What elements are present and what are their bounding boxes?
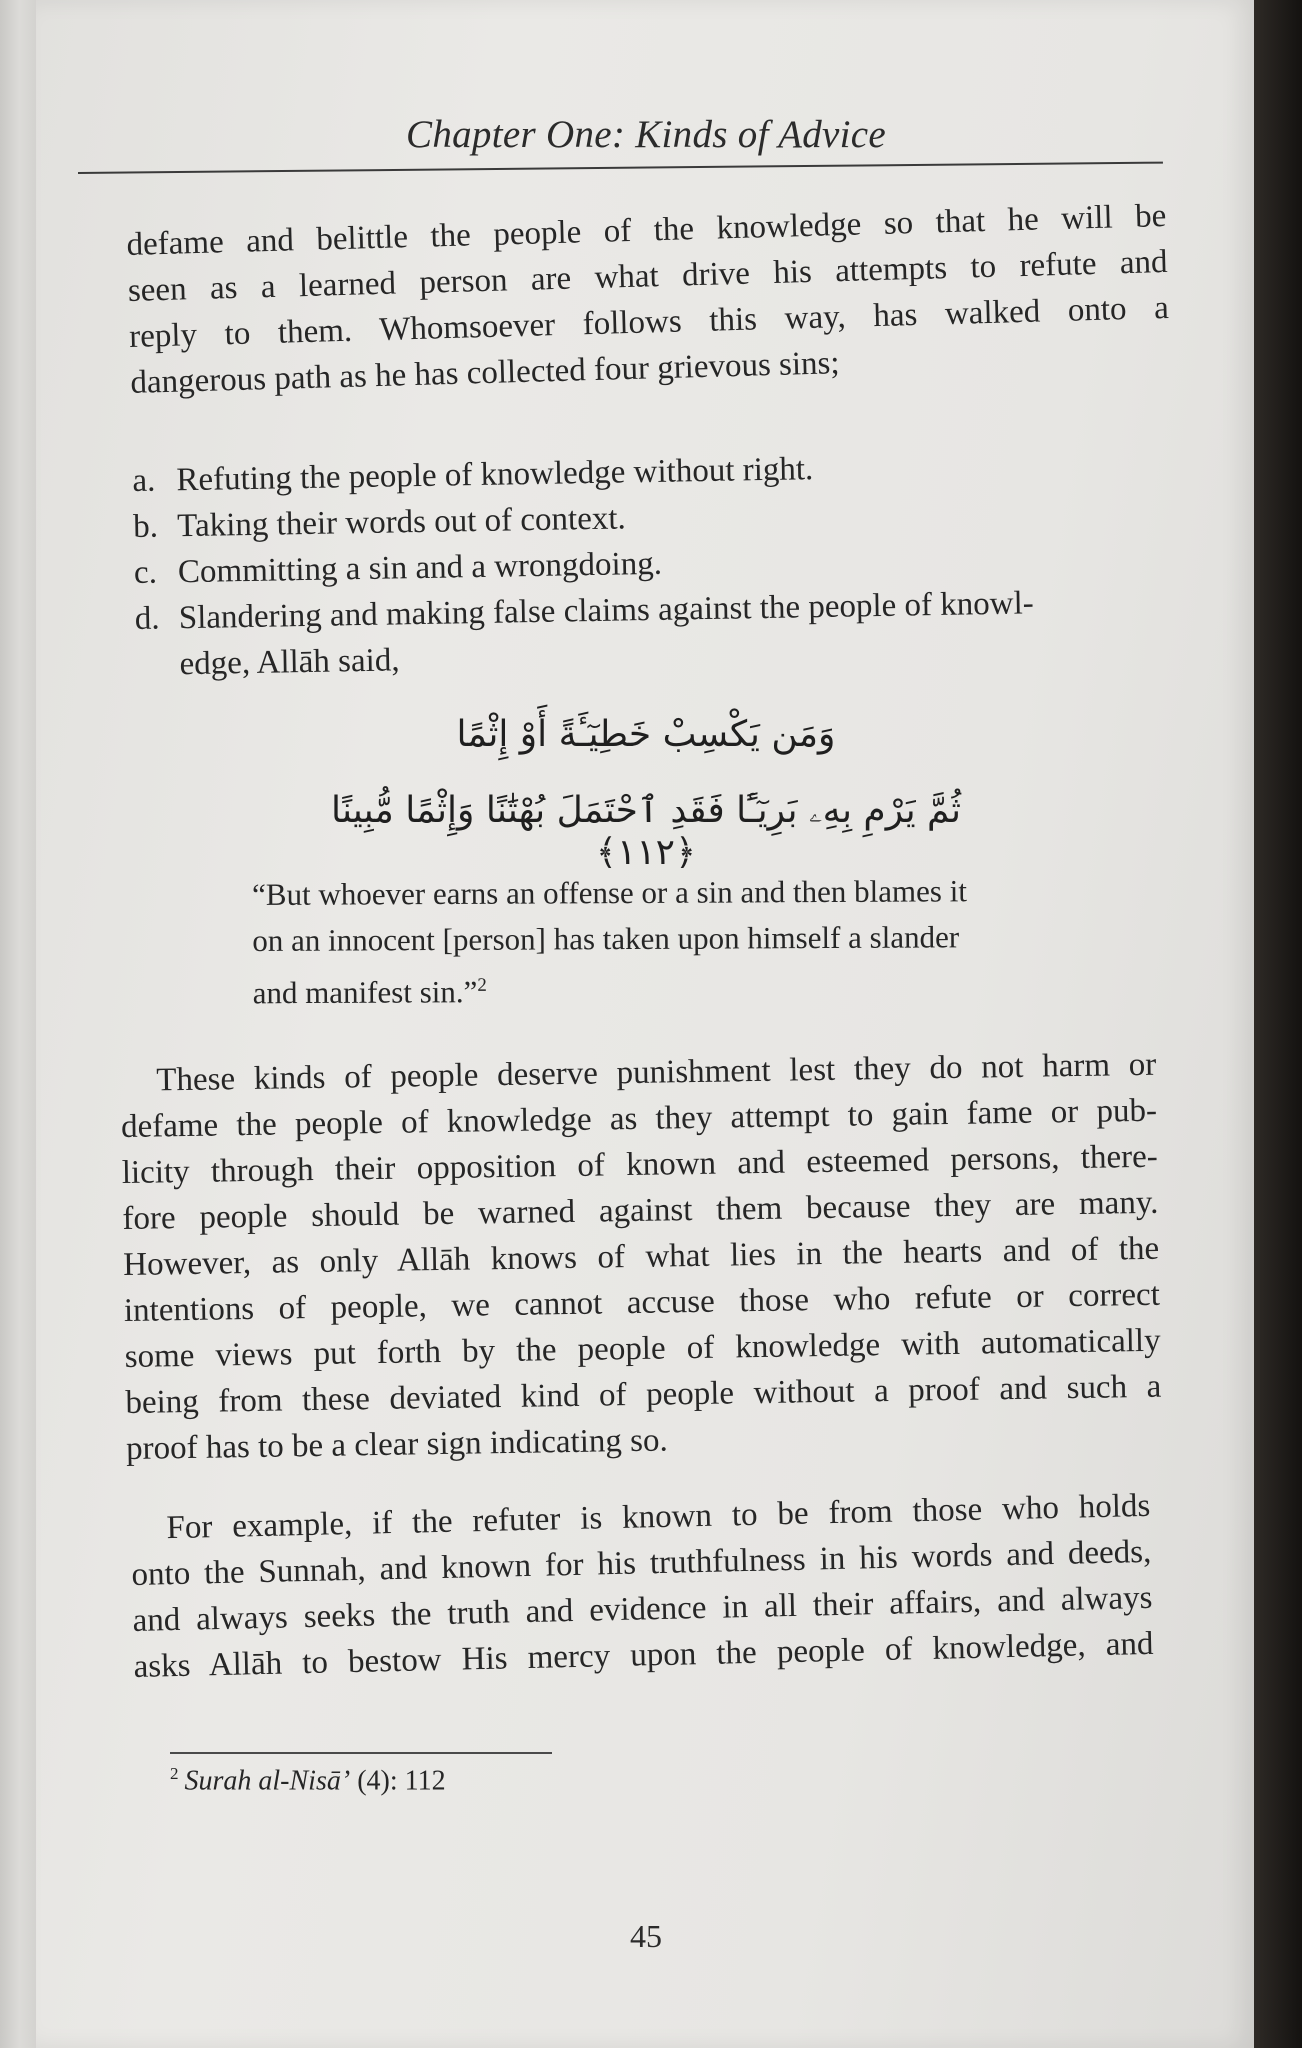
- paragraph-line: defame and belittle the people of the knowledge so that he will be: [126, 197, 1167, 263]
- list-item-line: Slandering and making false claims against the people of knowl-: [178, 585, 1035, 637]
- paragraph-1: [126, 193, 1171, 406]
- quote-line: “But whoever earns an offense or a sin and then blames it: [252, 873, 967, 912]
- paragraph-line: However, as only Allāh knows of what lies in the hearts and of the: [122, 1230, 1160, 1283]
- footnote: [170, 1764, 446, 1797]
- footnote-number: 2: [170, 1764, 179, 1783]
- paragraph-line: being from these deviated kind of people without a proof and such a: [125, 1368, 1162, 1421]
- list-item-continuation: edge, Allāh said,: [179, 642, 400, 683]
- paragraph-3: [130, 1483, 1154, 1690]
- list-marker: c.: [133, 554, 158, 591]
- arabic-verse-line-1: وَمَن يَكْسِبْ خَطِيٓـَٔةً أَوْ إِثْمًا: [456, 714, 836, 755]
- paragraph-line: defame the people of knowledge as they attempt to gain fame or pub-: [120, 1092, 1158, 1145]
- paragraph-line: These kinds of people deserve punishment lest they do not harm or: [156, 1046, 1157, 1099]
- arabic-verse-line-2: ثُمَّ يَرْمِ بِهِۦ بَرِيٓـًٔا فَقَدِ ٱحْتَمَلَ بُهْتَٰنًا وَإِثْمًا مُّبِينًا ﴿١١٢﴾: [330, 790, 962, 873]
- paragraph-2: [120, 1042, 1162, 1472]
- book-spine-shadow: [1254, 0, 1302, 2048]
- sins-list: [132, 440, 1176, 688]
- list-item-text: Refuting the people of knowledge without right.: [176, 451, 814, 499]
- paragraph-line: reply to them. Whomsoever follows this way, has walked onto a: [128, 289, 1170, 355]
- paragraph-line: dangerous path as he has collected four grievous sins;: [129, 345, 841, 401]
- footnote-reference: 2: [477, 974, 487, 996]
- page-number: 45: [630, 1918, 662, 1954]
- paragraph-line: asks Allāh to bestow His mercy upon the people of knowledge, and: [133, 1625, 1154, 1685]
- footnote-rule: [170, 1752, 552, 1754]
- paragraph-line: proof has to be a clear sign indicating so.: [125, 1422, 668, 1467]
- list-item: [134, 578, 1175, 688]
- running-head: Chapter One: Kinds of Advice: [406, 113, 886, 156]
- header-rule: [78, 162, 1163, 174]
- list-marker: a.: [132, 462, 156, 499]
- paragraph-line: seen as a learned person are what drive his attempts to refute and: [127, 243, 1169, 309]
- paragraph-line: For example, if the refuter is known to be from those who holds: [166, 1487, 1151, 1547]
- footnote-source: Surah al-Nisā’: [184, 1765, 351, 1797]
- list-item-text: [178, 578, 1175, 687]
- book-page: [36, 0, 1256, 2048]
- list-marker: b.: [132, 508, 159, 545]
- paragraph-line: some views put forth by the people of knowledge with automatically: [124, 1322, 1161, 1375]
- paragraph-line: intentions of people, we cannot accuse those who refute or correct: [123, 1276, 1161, 1329]
- paragraph-line: fore people should be warned against them because they are many.: [122, 1184, 1159, 1237]
- verse-translation: [252, 868, 1073, 1017]
- quote-line: on an innocent [person] has taken upon himself a slander: [252, 919, 960, 958]
- quote-line: and manifest sin.”: [252, 974, 478, 1011]
- paragraph-line: licity through their opposition of known and esteemed persons, there-: [121, 1138, 1158, 1191]
- footnote-reference-text: (4): 112: [357, 1765, 446, 1797]
- list-item-text: Committing a sin and a wrongdoing.: [177, 545, 663, 591]
- paragraph-line: and always seeks the truth and evidence in all their affairs, and always: [132, 1579, 1153, 1639]
- list-item-text: Taking their words out of context.: [176, 500, 627, 545]
- list-marker: d.: [134, 600, 160, 637]
- paragraph-line: onto the Sunnah, and known for his truthfulness in his words and deeds,: [131, 1533, 1152, 1593]
